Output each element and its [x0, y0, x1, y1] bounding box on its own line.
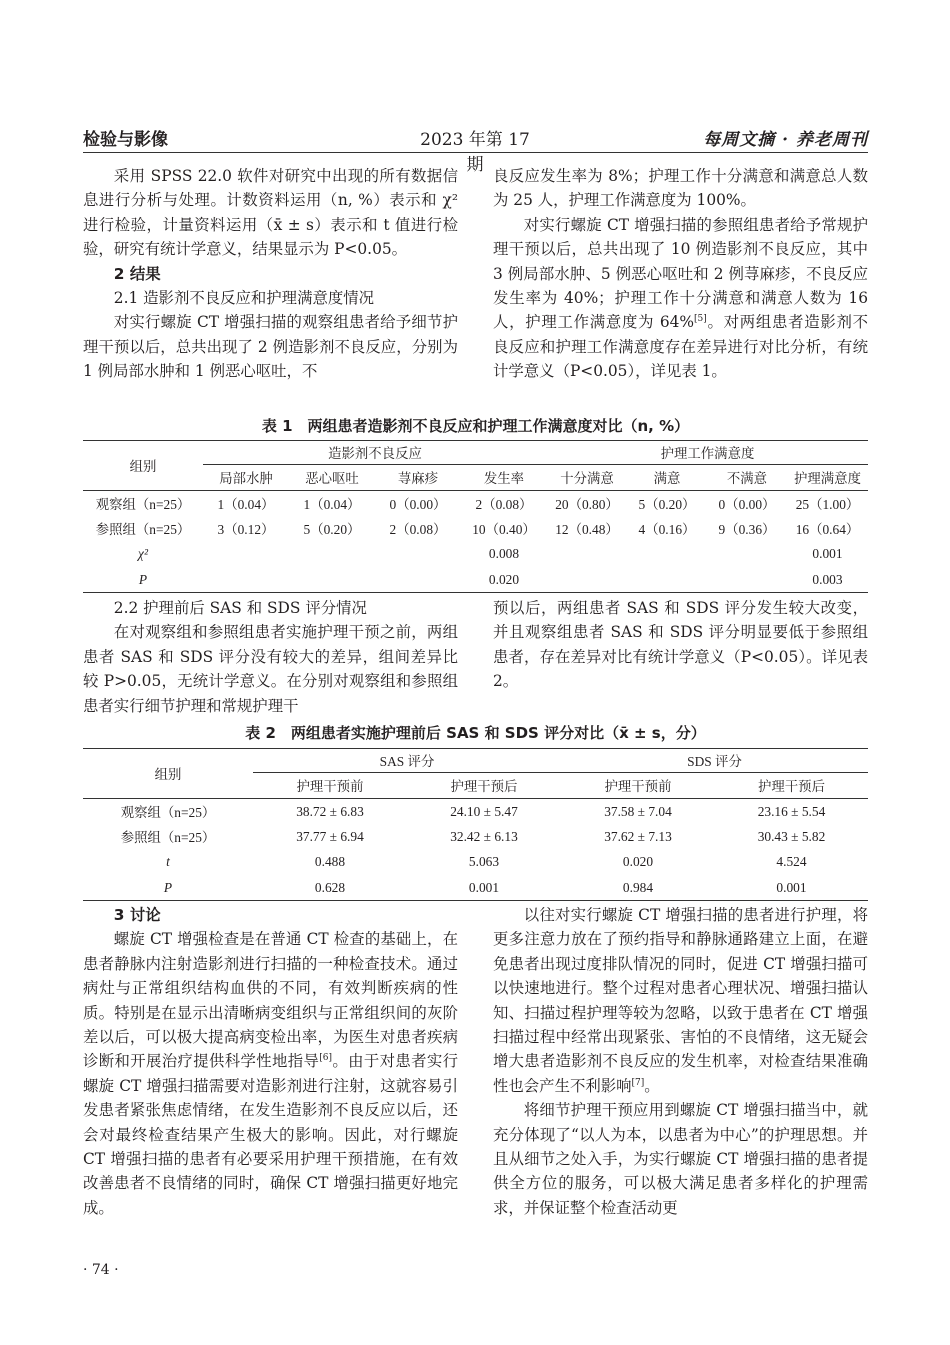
issue-label: 2023 年第 17 期 [420, 130, 530, 175]
table1-subheader: 不满意 [707, 465, 787, 491]
table-cell: 0（0.00） [718, 497, 776, 512]
row-label-cell: χ² [138, 546, 148, 562]
table-cell [707, 542, 787, 568]
citation-6: [6] [319, 1053, 332, 1064]
section-2-2-heading: 2.2 护理前后 SAS 和 SDS 评分情况 [113, 599, 367, 617]
journal-section-title: 检验与影像 [83, 130, 168, 150]
header-rule [83, 152, 868, 153]
row-label-cell: 参照组（n=25） [95, 522, 191, 538]
table-cell: 5（0.20） [638, 497, 696, 512]
table2 [83, 748, 868, 901]
table2-subheader: 护理干预前 [561, 773, 715, 799]
table2-subheader: 护理干预后 [715, 773, 868, 799]
table-cell [375, 542, 461, 568]
table-cell: 37.77 ± 6.94 [296, 828, 364, 844]
table-cell: 4（0.16） [638, 522, 696, 538]
table-cell: 0.488 [314, 854, 346, 870]
table-row [83, 542, 868, 568]
citation-7: [7] [631, 1077, 645, 1088]
right-column-mid [493, 596, 868, 694]
table1-span-adverse: 造影剂不良反应 [203, 441, 547, 465]
table-cell: 32.42 ± 6.13 [450, 828, 518, 844]
sas-sds-paragraph-cont: 预以后，两组患者 SAS 和 SDS 评分发生较大改变，并且观察组患者 SAS 和 SDS 评分明显要低于参照组患者，存在差异对比有统计学意义（P<0.05）。详见表 2。 [493, 599, 868, 691]
table1-subheader: 发生率 [461, 465, 547, 491]
table-cell [203, 542, 289, 568]
table-cell [627, 542, 707, 568]
table-cell: 4.524 [776, 854, 807, 870]
table-cell: 16（0.64） [795, 522, 860, 538]
table-cell: 5.063 [468, 854, 500, 870]
table-cell [547, 542, 627, 568]
table-cell: 0.008 [488, 546, 520, 562]
table-cell [203, 567, 289, 593]
control-group-paragraph [493, 213, 868, 384]
table1-span-satisfaction: 护理工作满意度 [547, 441, 868, 465]
discussion-text-a: 螺旋 CT 增强检查是在普通 CT 检查的基础上，在患者静脉内注射造影剂进行扫描的一种检查技术。通过病灶与正常组织结构血供的不同，有效判断疾病的性质。特别是在显示出清晰病变组织与正常组织间的灰阶差以后，可以极大提高病变检出率，为医生对患者疾病诊断和开展治疗提供科学性地指导 [83, 930, 458, 1071]
table-cell: 9（0.36） [718, 522, 776, 538]
table-cell: 20（0.80） [555, 497, 619, 512]
left-column-bottom [83, 903, 458, 1220]
table-row [83, 567, 868, 593]
table1-subheader: 十分满意 [547, 465, 627, 491]
table-cell: 37.58 ± 7.04 [604, 803, 672, 819]
past-nursing-text-a: 以往对实行螺旋 CT 增强扫描的患者进行护理，将更多注意力放在了预约指导和静脉通路建立上面，在避免患者出现过度排队情况的同时，促进 CT 增强扫描可以快速地进行。整个过程对患者心理状况、增强扫描认知、扫描过程护理等较为忽略，以致于患者在 CT 增强扫描过程中经常出现紧张、害怕的不良情绪，这无疑会增大患者造影剂不良反应的发生机率，对检查结果准确性也会产生不利影响 [493, 906, 868, 1095]
table-row [83, 491, 868, 517]
table-cell: 30.43 ± 5.82 [757, 828, 826, 844]
table1-subheader: 局部水肿 [203, 465, 289, 491]
table-cell: 0.001 [468, 879, 500, 895]
table2-group-header: 组别 [83, 749, 253, 799]
results-paragraph: 对实行螺旋 CT 增强扫描的观察组患者给予细节护理干预以后，总共出现了 2 例造影剂不良反应，分别为 1 例局部水肿和 1 例恶心呕吐，不 [83, 313, 458, 381]
table-cell: 0.020 [488, 571, 520, 587]
discussion-text-b: 。由于对患者实行螺旋 CT 增强扫描需要对造影剂进行注射，这就容易引发患者紧张焦虑情绪，在发生造影剂不良反应以后，还会对最终检查结果产生极大的影响。因此，对行螺旋 CT 增强扫描的患者有必要采用护理干预措施，在有效改善患者不良情绪的同时，确保 CT 增强扫描更好地完成。 [83, 1052, 458, 1217]
left-column-mid [83, 596, 458, 718]
table-cell: 0.628 [314, 879, 346, 895]
right-column-bottom [493, 903, 868, 1220]
detail-nursing-paragraph: 将细节护理干预应用到螺旋 CT 增强扫描当中，就充分体现了“以人为本，以患者为中心”的护理思想。并且从细节之处入手，为实行螺旋 CT 增强扫描的患者提供全方位的服务，可以极大满足患者多样化的护理需求，并保证整个检查活动更 [493, 1101, 868, 1217]
table-cell: 1（0.04） [303, 497, 361, 512]
table-cell [547, 567, 627, 593]
table-cell: 0.001 [812, 546, 843, 562]
table-row [83, 799, 868, 825]
table-cell: 3（0.12） [217, 522, 275, 538]
table-cell: 38.72 ± 6.83 [296, 803, 364, 819]
row-label-cell: 参照组（n=25） [120, 830, 216, 846]
table-cell: 1（0.04） [217, 497, 275, 512]
table-row [83, 875, 868, 901]
table-cell: 24.10 ± 5.47 [450, 803, 518, 819]
table-cell [375, 567, 461, 593]
table1-subheader: 满意 [627, 465, 707, 491]
discussion-paragraph [83, 927, 458, 1220]
journal-name: 每周文摘 · 养老周刊 [703, 130, 868, 150]
table1-subheader: 护理满意度 [787, 465, 868, 491]
table1-group-header: 组别 [83, 441, 203, 491]
past-nursing-paragraph [493, 903, 868, 1098]
table1-subheader: 恶心呕吐 [289, 465, 375, 491]
citation-5: [5] [694, 314, 707, 325]
table2-caption: 表 2 两组患者实施护理前后 SAS 和 SDS 评分对比（x̄ ± s，分） [245, 724, 706, 742]
control-text-b: 。对两组患者造影剂不良反应和护理工作满意度存在差异进行对比分析，有统计学意义（P<0.05），详见表 1。 [493, 313, 868, 381]
stats-paragraph: 采用 SPSS 22.0 软件对研究中出现的所有数据信息进行分析与处理。计数资料运用（n, %）表示和 χ² 进行检验，计量资料运用（x̄ ± s）表示和 t 值进行检验，研究有统计学意义，结果显示为 P<0.05。 [83, 167, 458, 259]
left-column-top [83, 164, 458, 384]
row-label-cell: 观察组（n=25） [120, 805, 216, 820]
table-cell: 0.984 [622, 879, 654, 895]
table-row [83, 850, 868, 876]
table2-subheader: 护理干预后 [407, 773, 561, 799]
table-cell: 25（1.00） [795, 497, 860, 512]
table-row [83, 516, 868, 542]
table-cell: 12（0.48） [555, 522, 619, 538]
table-cell: 37.62 ± 7.13 [604, 828, 672, 844]
page-number: · 74 · [83, 1262, 119, 1278]
row-label-cell: P [163, 879, 173, 895]
table-cell [707, 567, 787, 593]
control-text-a: 对实行螺旋 CT 增强扫描的参照组患者给予常规护理干预以后，总共出现了 10 例造影剂不良反应，其中 3 例局部水肿、5 例恶心呕吐和 2 例荨麻疹，不良反应发生率为 40%；护理工作十分满意和满意人数为 16 人，护理工作满意度为 64% [493, 215, 868, 332]
right-column-top [493, 164, 868, 384]
table-cell [289, 567, 375, 593]
section-2-1-heading: 2.1 造影剂不良反应和护理满意度情况 [113, 289, 375, 308]
table-cell: 0.001 [776, 879, 807, 895]
past-nursing-text-b: 。 [644, 1076, 660, 1095]
table-cell: 10（0.40） [472, 522, 536, 538]
table-cell: 0.020 [622, 854, 654, 870]
table-cell: 2（0.08） [475, 497, 533, 512]
table-row [83, 824, 868, 850]
table1-caption: 表 1 两组患者造影剂不良反应和护理工作满意度对比（n, %） [261, 417, 690, 435]
table-cell: 0（0.00） [389, 497, 447, 512]
results-paragraph-cont: 良反应发生率为 8%；护理工作十分满意和满意总人数为 25 人，护理工作满意度为 100%。 [493, 167, 868, 210]
table2-subheader: 护理干预前 [253, 773, 407, 799]
table-cell: 23.16 ± 5.54 [757, 803, 826, 819]
results-heading: 2 结果 [113, 264, 161, 283]
discussion-heading: 3 讨论 [113, 906, 161, 924]
table-cell: 0.003 [812, 571, 843, 587]
table2-span-sds: SDS 评分 [561, 749, 868, 773]
table-cell [289, 542, 375, 568]
row-label-cell: P [138, 571, 148, 587]
table1 [83, 440, 868, 593]
table2-span-sas: SAS 评分 [253, 749, 561, 773]
table1-subheader: 荨麻疹 [375, 465, 461, 491]
table-cell: 5（0.20） [303, 522, 361, 538]
row-label-cell: t [166, 854, 170, 870]
table-cell [627, 567, 707, 593]
table-cell: 2（0.08） [389, 522, 447, 538]
row-label-cell: 观察组（n=25） [95, 497, 191, 512]
sas-sds-paragraph: 在对观察组和参照组患者实施护理干预之前，两组患者 SAS 和 SDS 评分没有较大的差异，组间差异比较 P>0.05，无统计学意义。在分别对观察组和参照组患者实行细节护理和常规护理干 [83, 623, 458, 715]
